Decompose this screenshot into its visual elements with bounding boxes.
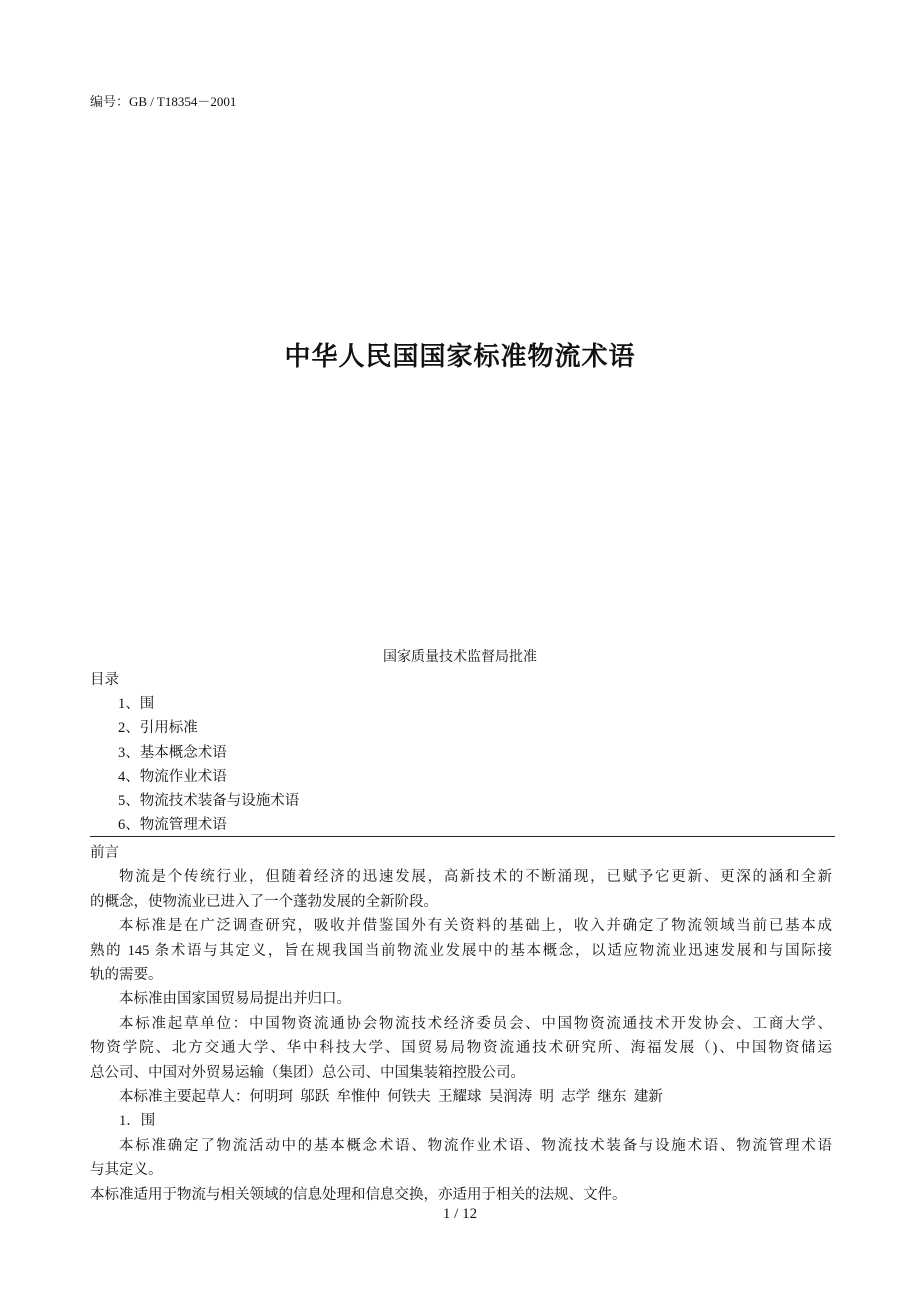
paragraph-line: 与其定义。 bbox=[90, 1162, 163, 1179]
paragraph-line: 物流是个传统行业，但随着经济的迅速发展，高新技术的不断涌现，已赋予它更新、更深的涵和全新 bbox=[119, 869, 832, 886]
document-body bbox=[90, 841, 832, 1207]
paragraph-line: 本标准起草单位：中国物资流通协会物流技术经济委员会、中国物资流通技术开发协会、工商大学、 bbox=[119, 1015, 832, 1032]
divider bbox=[90, 836, 835, 837]
toc-heading: 目录 bbox=[90, 672, 119, 688]
toc-item[interactable]: 1、围 bbox=[118, 696, 155, 713]
toc-item[interactable]: 6、物流管理术语 bbox=[118, 817, 227, 834]
document-title: 中华人民国国家标准物流术语 bbox=[284, 342, 636, 371]
table-of-contents bbox=[90, 668, 835, 837]
paragraph-line: 本标准主要起草人：何明珂 邬跃 牟惟仲 何铁夫 王耀球 吴润涛 明 志学 继东 建新 bbox=[119, 1089, 663, 1106]
paragraph-line: 物资学院、北方交通大学、华中科技大学、国贸易局物资流通技术研究所、海福发展（)、中国物资储运 bbox=[90, 1040, 832, 1057]
toc-item[interactable]: 4、物流作业术语 bbox=[118, 768, 227, 785]
toc-item[interactable]: 2、引用标准 bbox=[118, 720, 198, 737]
toc-item[interactable]: 3、基本概念术语 bbox=[118, 744, 227, 761]
preface-heading: 前言 bbox=[90, 845, 119, 861]
paragraph-line: 总公司、中国对外贸易运输（集团）总公司、中国集装箱控股公司。 bbox=[90, 1064, 525, 1081]
paragraph-line: 熟的 145 条术语与其定义，旨在规我国当前物流业发展中的基本概念，以适应物流业迅速发展和与国际接 bbox=[90, 942, 832, 959]
approval-line: 国家质量技术监督局批准 bbox=[383, 650, 537, 665]
paragraph-line: 本标准确定了物流活动中的基本概念术语、物流作业术语、物流技术装备与设施术语、物流管理术语 bbox=[119, 1137, 832, 1154]
paragraph-line: 本标准适用于物流与相关领域的信息处理和信息交换，亦适用于相关的法规、文件。 bbox=[90, 1186, 627, 1203]
paragraph-line: 本标准由国家国贸易局提出并归口。 bbox=[119, 991, 351, 1008]
paragraph-line: 本标准是在广泛调查研究，吸收并借鉴国外有关资料的基础上，收入并确定了物流领域当前已基本成 bbox=[119, 918, 832, 935]
toc-item[interactable]: 5、物流技术装备与设施术语 bbox=[118, 793, 300, 810]
paragraph-line: 的概念，使物流业已进入了一个蓬勃发展的全新阶段。 bbox=[90, 893, 438, 910]
section-heading: 1．围 bbox=[119, 1113, 156, 1130]
paragraph-line: 轨的需要。 bbox=[90, 967, 163, 984]
document-number: 编号：GB / T18354－2001 bbox=[90, 94, 237, 109]
page-number: 1 / 12 bbox=[442, 1206, 478, 1222]
